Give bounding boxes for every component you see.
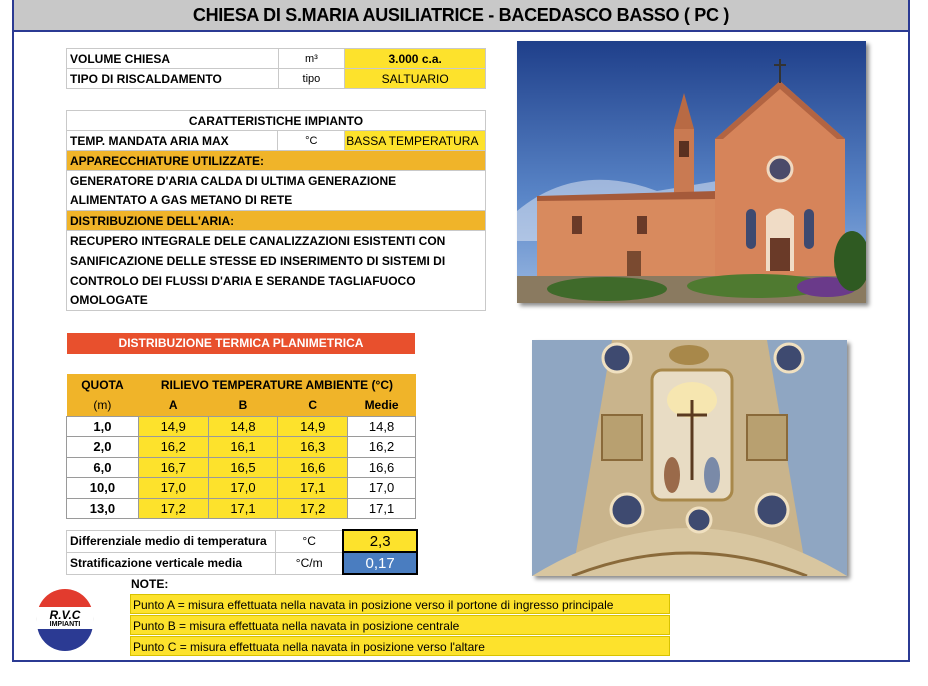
info-row: [67, 49, 486, 69]
impianto-table: [66, 110, 486, 311]
temp-cell-c: 16,3: [278, 437, 348, 458]
table-row: [67, 437, 416, 458]
distribuzione-line: RECUPERO INTEGRALE DELE CANALIZZAZIONI ESISTENTI CON: [67, 231, 486, 251]
temp-cell-b: 16,5: [208, 457, 278, 478]
distribuzione-title: DISTRIBUZIONE TERMICA PLANIMETRICA: [67, 333, 415, 354]
quota-header: QUOTA: [81, 377, 124, 392]
info-table: [66, 48, 486, 89]
distribuzione-line: CONTROLO DEI FLUSSI D'ARIA E SERANDE TAGLIAFUOCO: [67, 271, 486, 291]
distribuzione-line: OMOLOGATE: [67, 291, 486, 311]
quota-cell: 13,0: [67, 498, 139, 519]
temp-cell-a: 14,9: [138, 416, 208, 437]
temp-cell-c: 17,1: [278, 478, 348, 499]
temp-cell-medie: 17,0: [348, 478, 416, 499]
temp-cell-a: 17,0: [138, 478, 208, 499]
temp-cell-a: 16,2: [138, 437, 208, 458]
quota-unit: (m): [93, 398, 112, 413]
temp-cell-a: 17,2: [138, 498, 208, 519]
logo-text-top: R.V.C: [49, 608, 81, 622]
church-ceiling-photo: [532, 340, 847, 576]
distribuzione-line: SANIFICAZIONE DELLE STESSE ED INSERIMENTO DI SISTEMI DI: [67, 251, 486, 271]
distribuzione-heading: DISTRIBUZIONE DELL'ARIA:: [67, 211, 486, 231]
temp-cell-a: 16,7: [138, 457, 208, 478]
apparecchiature-line: GENERATORE D'ARIA CALDA DI ULTIMA GENERAZIONE: [67, 171, 486, 191]
column-header: C: [308, 398, 318, 413]
column-header: Medie: [364, 398, 399, 413]
note-item: Punto B = misura effettuata nella navata in posizione centrale: [130, 615, 670, 635]
notes-title: NOTE:: [131, 577, 169, 591]
logo-text-bottom: IMPIANTI: [49, 621, 81, 628]
temp-cell-c: 16,6: [278, 457, 348, 478]
differenziale-unit: °C: [276, 530, 344, 552]
stratificazione-label: Stratificazione verticale media: [67, 552, 276, 574]
temp-cell-medie: 14,8: [348, 416, 416, 437]
apparecchiature-heading: APPARECCHIATURE UTILIZZATE:: [67, 151, 486, 171]
church-exterior-photo: [517, 41, 866, 303]
temp-value: BASSA TEMPERATURA: [345, 131, 486, 151]
temp-cell-b: 17,0: [208, 478, 278, 499]
differenziale-value: 2,3: [343, 530, 417, 552]
temp-cell-c: 14,9: [278, 416, 348, 437]
temp-cell-b: 17,1: [208, 498, 278, 519]
differenziale-label: Differenziale medio di temperatura: [67, 530, 276, 552]
impianto-heading: CARATTERISTICHE IMPIANTO: [67, 111, 486, 131]
info-value: SALTUARIO: [345, 69, 486, 89]
stratificazione-unit: °C/m: [276, 552, 344, 574]
apparecchiature-line: ALIMENTATO A GAS METANO DI RETE: [67, 191, 486, 211]
info-label: VOLUME CHIESA: [67, 49, 279, 69]
temp-unit: °C: [278, 131, 345, 151]
temp-cell-medie: 17,1: [348, 498, 416, 519]
summary-table: [66, 529, 418, 575]
temperature-table: [66, 374, 416, 519]
temp-label: TEMP. MANDATA ARIA MAX: [67, 131, 278, 151]
column-header: A: [168, 398, 178, 413]
table-row: [67, 416, 416, 437]
table-row: [67, 457, 416, 478]
quota-cell: 6,0: [67, 457, 139, 478]
stratificazione-value: 0,17: [343, 552, 417, 574]
info-label: TIPO DI RISCALDAMENTO: [67, 69, 279, 89]
temp-cell-b: 14,8: [208, 416, 278, 437]
note-item: Punto C = misura effettuata nella navata in posizione verso l'altare: [130, 636, 670, 656]
info-row: [67, 69, 486, 89]
quota-cell: 10,0: [67, 478, 139, 499]
page-title: CHIESA DI S.MARIA AUSILIATRICE - BACEDASCO BASSO ( PC ): [12, 0, 910, 32]
info-unit: m³: [278, 49, 345, 69]
info-value: 3.000 c.a.: [345, 49, 486, 69]
rilievo-header: RILIEVO TEMPERATURE AMBIENTE (°C): [160, 377, 393, 392]
quota-cell: 1,0: [67, 416, 139, 437]
column-header: B: [238, 398, 248, 413]
temp-cell-medie: 16,6: [348, 457, 416, 478]
note-item: Punto A = misura effettuata nella navata in posizione verso il portone di ingresso principale: [130, 594, 670, 614]
quota-cell: 2,0: [67, 437, 139, 458]
temp-cell-b: 16,1: [208, 437, 278, 458]
temp-cell-c: 17,2: [278, 498, 348, 519]
table-row: [67, 498, 416, 519]
temp-cell-medie: 16,2: [348, 437, 416, 458]
rvc-logo: [36, 581, 94, 657]
table-row: [67, 478, 416, 499]
info-unit: tipo: [278, 69, 345, 89]
